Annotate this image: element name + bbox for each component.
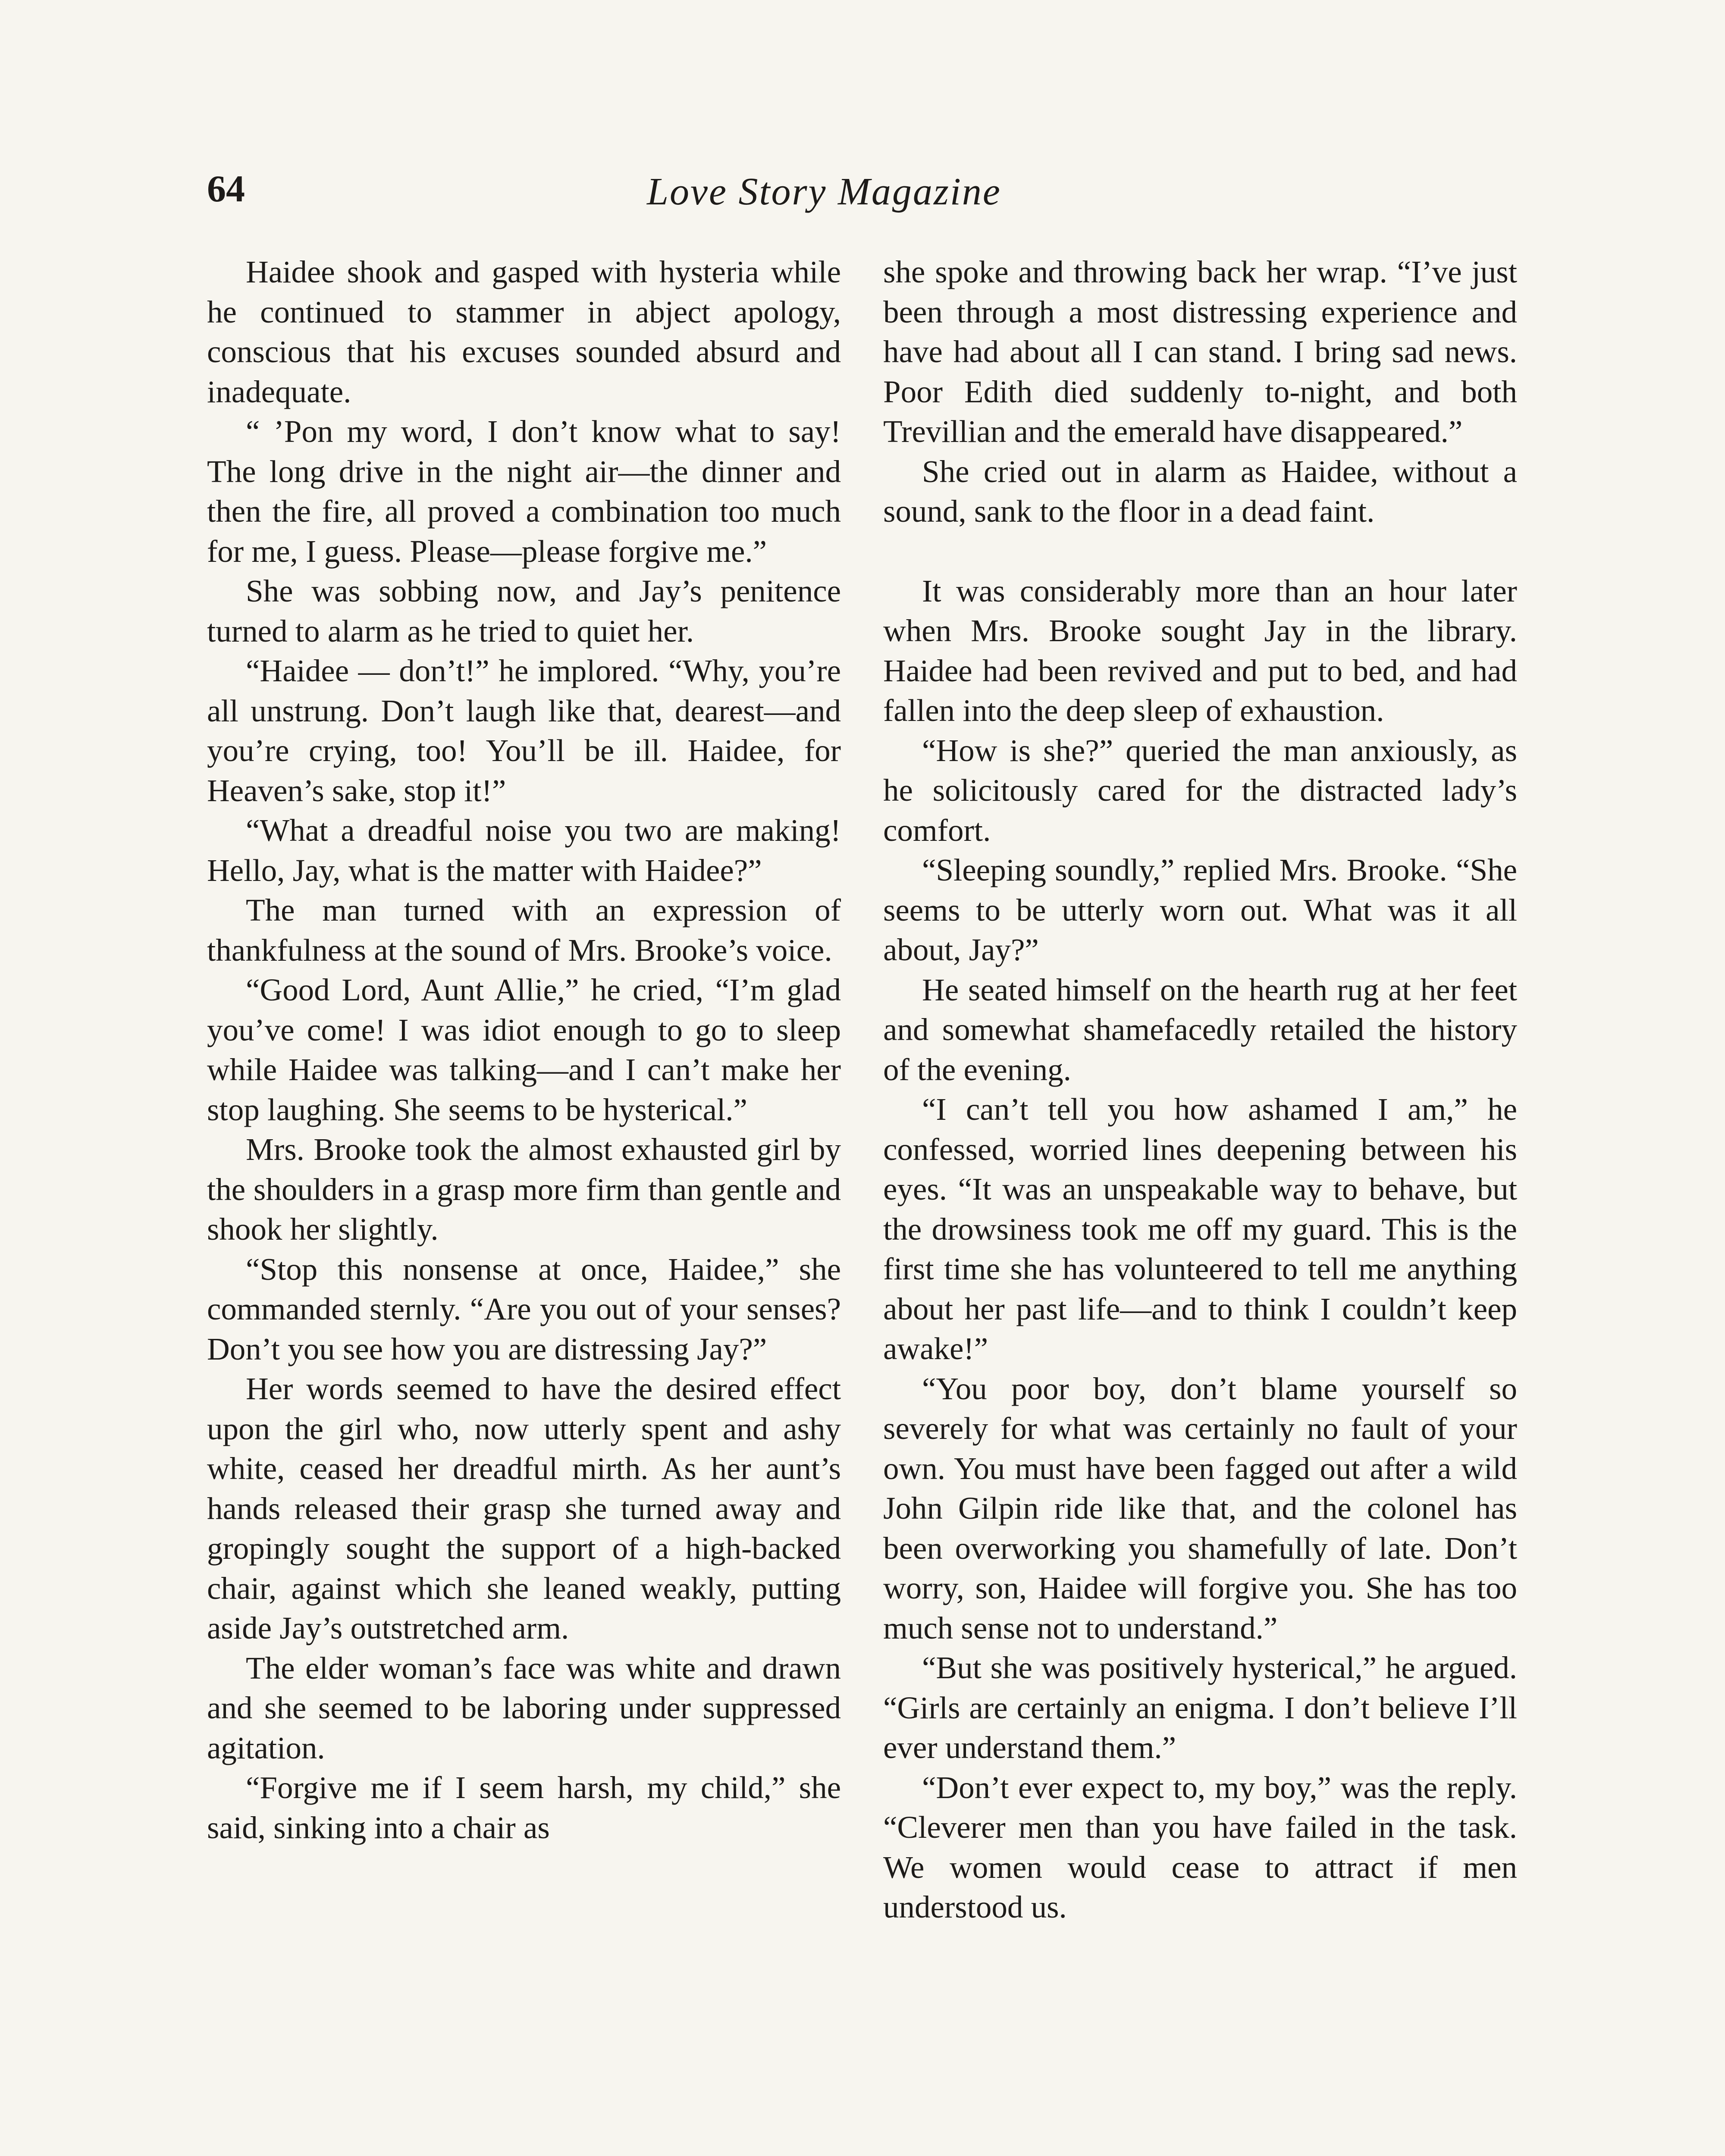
paragraph: Haidee shook and gasped with hysteria while he continued to stammer in abject apology, conscious that his excuses sounded absurd and inadequate.: [207, 254, 841, 409]
paragraph: “Forgive me if I seem harsh, my child,” she said, sinking into a chair as: [207, 1770, 841, 1845]
paragraph: The elder woman’s face was white and drawn and she seemed to be laboring under suppressed agitation.: [207, 1650, 841, 1765]
right-column: [883, 252, 1517, 1927]
paragraph: “Sleeping soundly,” replied Mrs. Brooke. “She seems to be utterly worn out. What was it all about, Jay?”: [883, 852, 1517, 967]
paragraph: Mrs. Brooke took the almost exhausted girl by the shoulders in a grasp more firm than gentle and shook her slightly.: [207, 1132, 841, 1247]
running-head: Love Story Magazine: [647, 170, 1001, 213]
left-column: [207, 252, 841, 1848]
paragraph: “ ’Pon my word, I don’t know what to say! The long drive in the night air—the dinner and then the fire, all proved a combination too much for me, I guess. Please—please forgive me.”: [207, 414, 841, 569]
paragraph: “What a dreadful noise you two are making! Hello, Jay, what is the matter with Haidee?”: [207, 813, 841, 888]
paragraph: “Stop this nonsense at once, Haidee,” she commanded sternly. “Are you out of your senses? Don’t you see how you are distressing Jay?”: [207, 1251, 841, 1366]
paragraph: She cried out in alarm as Haidee, without a sound, sank to the floor in a dead faint.: [883, 454, 1517, 529]
paragraph: “I can’t tell you how ashamed I am,” he confessed, worried lines deepening between his eyes. “It was an unspeakable way to behave, but the drowsiness took me off my guard. This is the first time she has volunteered to tell me anything about her past life—and to think I couldn’t keep awake!”: [883, 1092, 1517, 1366]
paragraph: He seated himself on the hearth rug at her feet and somewhat shamefacedly retailed the history of the evening.: [883, 972, 1517, 1087]
paragraph: “Don’t ever expect to, my boy,” was the reply. “Cleverer men than you have failed in the task. We women would cease to attract if men understood us.: [883, 1770, 1517, 1924]
paragraph: The man turned with an expression of thankfulness at the sound of Mrs. Brooke’s voice.: [207, 893, 841, 968]
paragraph: It was considerably more than an hour later when Mrs. Brooke sought Jay in the library. Haidee had been revived and put to bed, and had fallen into the deep sleep of exhaustion.: [883, 573, 1517, 728]
paragraph-continued: she spoke and throwing back her wrap. “I’ve just been through a most distressing experience and have had about all I can stand. I bring sad news. Poor Edith died suddenly to-night, and both Trevillian and the emerald have disappeared.”: [883, 254, 1517, 449]
paragraph: She was sobbing now, and Jay’s penitence turned to alarm as he tried to quiet her.: [207, 573, 841, 649]
paragraph: Her words seemed to have the desired effect upon the girl who, now utterly spent and ashy white, ceased her dreadful mirth. As her aunt’s hands released their grasp she turned away and gropingly sought the support of a high-backed chair, against which she leaned weakly, putting aside Jay’s outstretched arm.: [207, 1371, 841, 1645]
paragraph: “Haidee — don’t!” he implored. “Why, you’re all unstrung. Don’t laugh like that, dearest—and you’re crying, too! You’ll be ill. Haidee, for Heaven’s sake, stop it!”: [207, 653, 841, 808]
section-break: [883, 532, 1517, 571]
paragraph: “How is she?” queried the man anxiously, as he solicitously cared for the distracted lady’s comfort.: [883, 733, 1517, 848]
paragraph: “You poor boy, don’t blame yourself so severely for what was certainly no fault of your own. You must have been fagged out after a wild John Gilpin ride like that, and the colonel has been overworking you shamefully of late. Don’t worry, son, Haidee will forgive you. She has too much sense not to understand.”: [883, 1371, 1517, 1645]
page-number: 64: [207, 168, 245, 210]
paragraph: “But she was positively hysterical,” he argued. “Girls are certainly an enigma. I don’t believe I’ll ever understand them.”: [883, 1650, 1517, 1765]
paragraph: “Good Lord, Aunt Allie,” he cried, “I’m glad you’ve come! I was idiot enough to go to sleep while Haidee was talking—and I can’t make her stop laughing. She seems to be hysterical.”: [207, 972, 841, 1127]
